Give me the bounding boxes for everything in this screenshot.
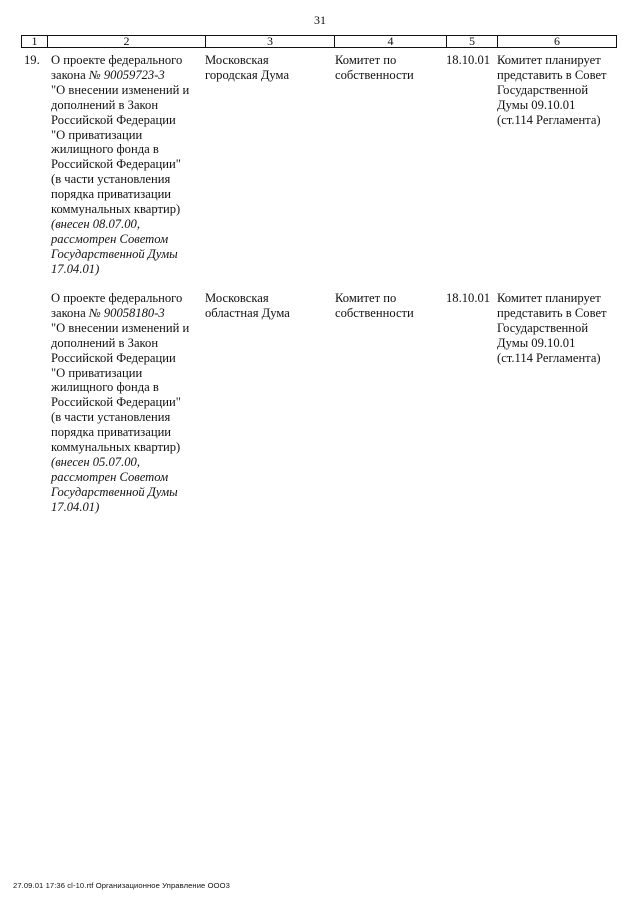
column-header-1: 1 [22,36,48,47]
bill-body: "О внесении изменений и дополнений в Закон Российской Федерации "О приватизации жилищного фонда в Российской Федерации" (в части установления порядка приватизации коммунальных квартир) [51,82,190,217]
bill-law-prefix: закона [51,305,89,320]
column-header-6: 6 [554,34,560,48]
bill-body: "О внесении изменений и дополнений в Закон Российской Федерации "О приватизации жилищного фонда в Российской Федерации" (в части установления порядка приватизации коммунальных квартир) [51,320,190,455]
bill-title-line: О проекте федерального [51,291,183,305]
column-header-4: 4 [335,36,447,47]
date: 18.10.01 [446,53,491,67]
plan-note: Комитет планирует представить в Совет Государственной Думы 09.10.01 (ст.114 Регламента) [497,53,607,127]
bill-status-note: (внесен 08.07.00, рассмотрен Советом Государственной Думы 17.04.01) [51,216,178,276]
initiator: Московская городская Дума [205,53,290,82]
committee: Комитет по собственности [335,291,414,320]
print-footer: 27.09.01 17:36 cl-10.rtf Организационное Управление ООО3 [13,881,230,890]
column-header-3: 3 [206,36,335,47]
bill-law-number: № 90058180-3 [88,305,165,320]
bill-law-number: № 90059723-3 [88,67,165,82]
page-number: 31 [314,13,326,27]
bill-description [51,291,201,515]
column-header-2: 2 [48,36,206,47]
bill-law-prefix: закона [51,67,89,82]
initiator: Московская областная Дума [205,291,290,320]
row-number: 19. [24,53,40,67]
date: 18.10.01 [446,291,491,305]
bill-title-line: О проекте федерального [51,53,183,67]
column-header-5: 5 [447,36,498,47]
plan-note: Комитет планирует представить в Совет Государственной Думы 09.10.01 (ст.114 Регламента) [497,291,607,365]
column-number-header [21,35,617,48]
committee: Комитет по собственности [335,53,414,82]
bill-description [51,53,201,277]
bill-status-note: (внесен 05.07.00, рассмотрен Советом Государственной Думы 17.04.01) [51,454,178,514]
